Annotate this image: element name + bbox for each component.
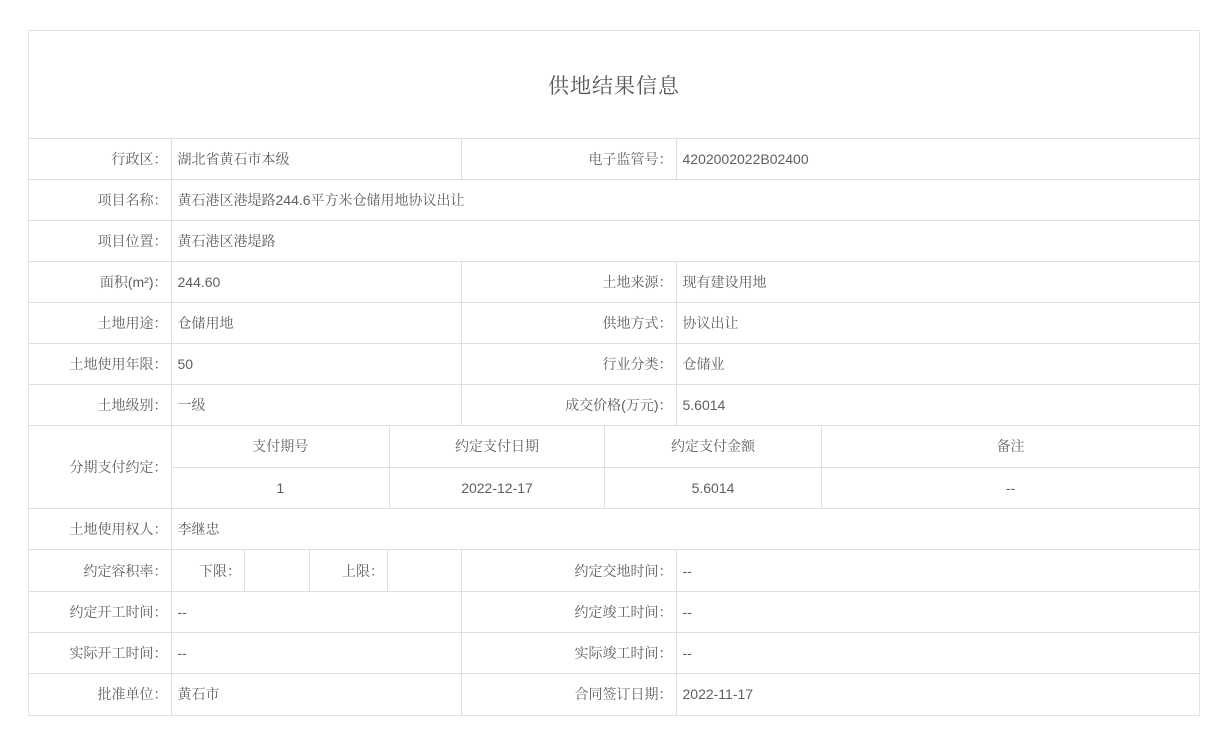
table-row-plot-ratio-delivery bbox=[29, 550, 1199, 592]
installment-subtable bbox=[172, 426, 1200, 508]
agreed-delivery-value: -- bbox=[676, 550, 1199, 592]
installment-period-value: 1 bbox=[172, 467, 390, 508]
area-label: 面积(m²)： bbox=[29, 262, 171, 303]
installment-amount-value: 5.6014 bbox=[605, 467, 822, 508]
actual-completion-label: 实际竣工时间： bbox=[461, 633, 676, 674]
table-row-use-method bbox=[29, 303, 1199, 344]
agreed-start-label: 约定开工时间： bbox=[29, 592, 171, 633]
installment-subtable-cell bbox=[171, 426, 1199, 509]
project-name-label: 项目名称： bbox=[29, 180, 171, 221]
table-row-grade-price bbox=[29, 385, 1199, 426]
table-row-actual-times bbox=[29, 633, 1199, 674]
approval-unit-label: 批准单位： bbox=[29, 674, 171, 715]
land-source-label: 土地来源： bbox=[461, 262, 676, 303]
contract-date-value: 2022-11-17 bbox=[676, 674, 1199, 715]
land-supply-result-card bbox=[28, 30, 1200, 716]
deal-price-value: 5.6014 bbox=[676, 385, 1199, 426]
area-value: 244.60 bbox=[171, 262, 461, 303]
table-row-project-location bbox=[29, 221, 1199, 262]
table-row-project-name bbox=[29, 180, 1199, 221]
installment-date-value: 2022-12-17 bbox=[390, 467, 605, 508]
land-user-label: 土地使用权人： bbox=[29, 509, 171, 550]
page-title: 供地结果信息 bbox=[548, 74, 680, 98]
installment-header-date: 约定支付日期 bbox=[390, 426, 605, 467]
installment-data-row bbox=[172, 467, 1200, 508]
table-row-approval-contract bbox=[29, 674, 1199, 715]
installment-header-remark: 备注 bbox=[822, 426, 1200, 467]
land-use-value: 仓储用地 bbox=[171, 303, 461, 344]
table-row-years-industry bbox=[29, 344, 1199, 385]
project-name-value: 黄石港区港堤路244.6平方米仓储用地协议出让 bbox=[171, 180, 1199, 221]
industry-label: 行业分类： bbox=[461, 344, 676, 385]
agreed-completion-value: -- bbox=[676, 592, 1199, 633]
supply-method-label: 供地方式： bbox=[461, 303, 676, 344]
supervision-number-label: 电子监管号： bbox=[461, 139, 676, 180]
land-source-value: 现有建设用地 bbox=[676, 262, 1199, 303]
land-grade-value: 一级 bbox=[171, 385, 461, 426]
use-years-value: 50 bbox=[171, 344, 461, 385]
agreed-delivery-label: 约定交地时间： bbox=[461, 550, 676, 592]
approval-unit-value: 黄石市 bbox=[171, 674, 461, 715]
use-years-label: 土地使用年限： bbox=[29, 344, 171, 385]
lower-limit-value bbox=[245, 550, 310, 591]
actual-completion-value: -- bbox=[676, 633, 1199, 674]
land-user-value: 李继忠 bbox=[171, 509, 1199, 550]
lower-limit-label: 下限： bbox=[172, 550, 245, 591]
agreed-start-value: -- bbox=[171, 592, 461, 633]
land-use-label: 土地用途： bbox=[29, 303, 171, 344]
land-grade-label: 土地级别： bbox=[29, 385, 171, 426]
supervision-number-value: 4202002022B02400 bbox=[676, 139, 1199, 180]
admin-region-label: 行政区： bbox=[29, 139, 171, 180]
table-row-area-source bbox=[29, 262, 1199, 303]
admin-region-value: 湖北省黄石市本级 bbox=[171, 139, 461, 180]
contract-date-label: 合同签订日期： bbox=[461, 674, 676, 715]
table-row-admin-supervision bbox=[29, 139, 1199, 180]
installment-header-row bbox=[172, 426, 1200, 467]
actual-start-value: -- bbox=[171, 633, 461, 674]
plot-ratio-subtable bbox=[172, 550, 461, 591]
upper-limit-value bbox=[388, 550, 461, 591]
plot-ratio-row bbox=[172, 550, 461, 591]
table-row-land-user bbox=[29, 509, 1199, 550]
plot-ratio-cells bbox=[171, 550, 461, 592]
table-row-installment bbox=[29, 426, 1199, 509]
project-location-label: 项目位置： bbox=[29, 221, 171, 262]
installment-label: 分期支付约定： bbox=[29, 426, 171, 509]
installment-header-period: 支付期号 bbox=[172, 426, 390, 467]
industry-value: 仓储业 bbox=[676, 344, 1199, 385]
actual-start-label: 实际开工时间： bbox=[29, 633, 171, 674]
supply-method-value: 协议出让 bbox=[676, 303, 1199, 344]
installment-remark-value: -- bbox=[822, 467, 1200, 508]
land-supply-table bbox=[29, 138, 1199, 715]
deal-price-label: 成交价格(万元)： bbox=[461, 385, 676, 426]
installment-header-amount: 约定支付金额 bbox=[605, 426, 822, 467]
project-location-value: 黄石港区港堤路 bbox=[171, 221, 1199, 262]
table-row-agreed-times bbox=[29, 592, 1199, 633]
plot-ratio-label: 约定容积率： bbox=[29, 550, 171, 592]
agreed-completion-label: 约定竣工时间： bbox=[461, 592, 676, 633]
upper-limit-label: 上限： bbox=[310, 550, 388, 591]
